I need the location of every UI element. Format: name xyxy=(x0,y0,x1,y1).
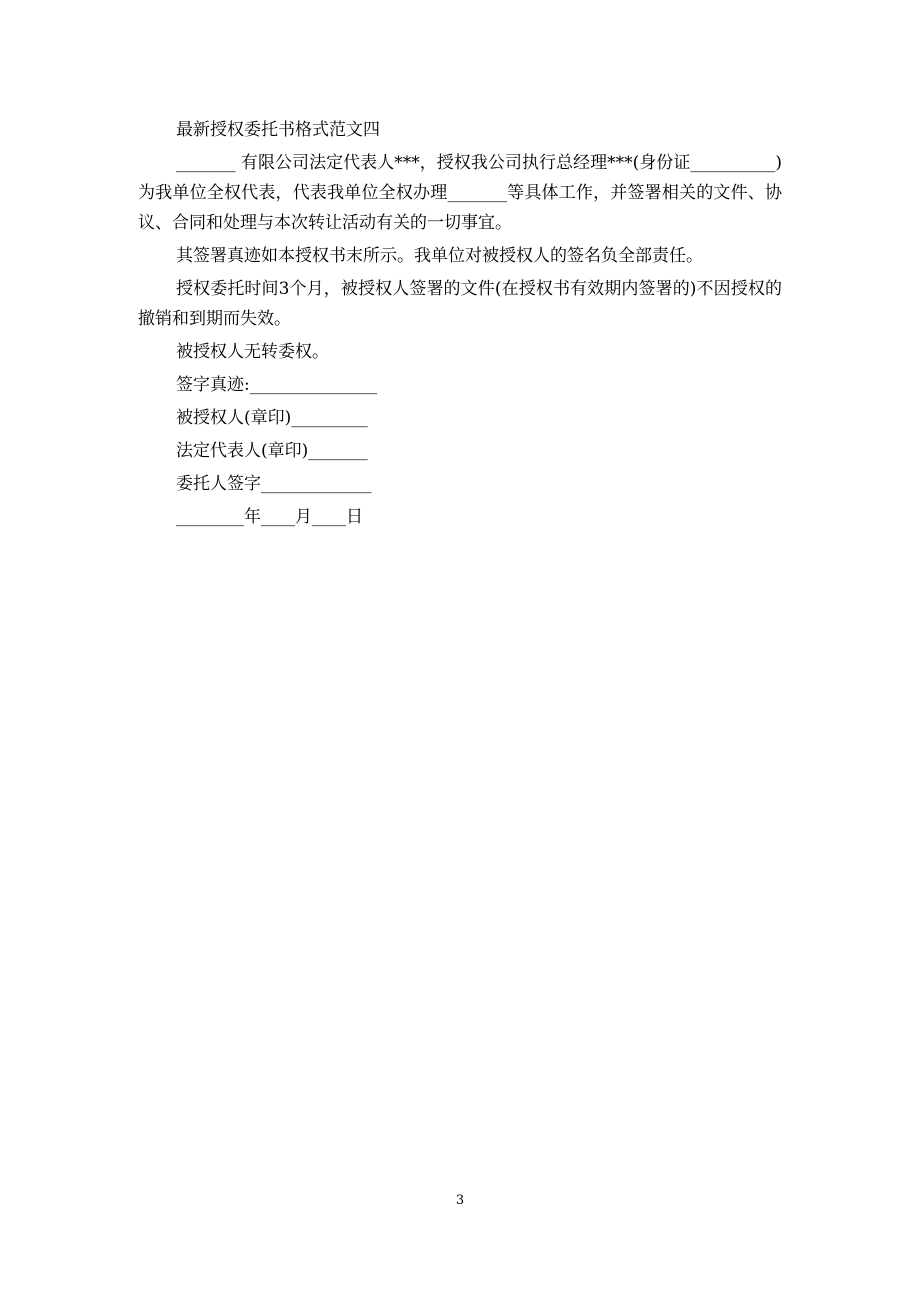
page-number: 3 xyxy=(455,1193,465,1208)
signature-line-authorized-person-seal: 被授权人(章印)_________ xyxy=(176,408,368,428)
document-title: 最新授权委托书格式范文四 xyxy=(176,120,380,140)
paragraph-duration: 授权委托时间3个月，被授权人签署的文件(在授权书有效期内签署的)不因授权的撤销和到期而失效。 xyxy=(138,279,782,329)
paragraph-authorization: _______ 有限公司法定代表人***，授权我公司执行总经理***(身份证__________)为我单位全权代表，代表我单位全权办理_______等具体工作，并签署相关的文件、协议、合同和处理与本次转让活动有关的一切事宜。 xyxy=(138,153,782,233)
signature-line-true-signature: 签字真迹:_______________ xyxy=(176,375,378,395)
signature-line-legal-representative-seal: 法定代表人(章印)_______ xyxy=(176,441,368,461)
paragraph-no-subdelegation: 被授权人无转委权。 xyxy=(176,342,329,362)
signature-line-date: ________年____月____日 xyxy=(176,507,363,527)
document-body xyxy=(138,115,782,535)
signature-line-principal-signature: 委托人签字_____________ xyxy=(176,474,372,494)
paragraph-signature-responsibility: 其签署真迹如本授权书末所示。我单位对被授权人的签名负全部责任。 xyxy=(176,246,703,266)
